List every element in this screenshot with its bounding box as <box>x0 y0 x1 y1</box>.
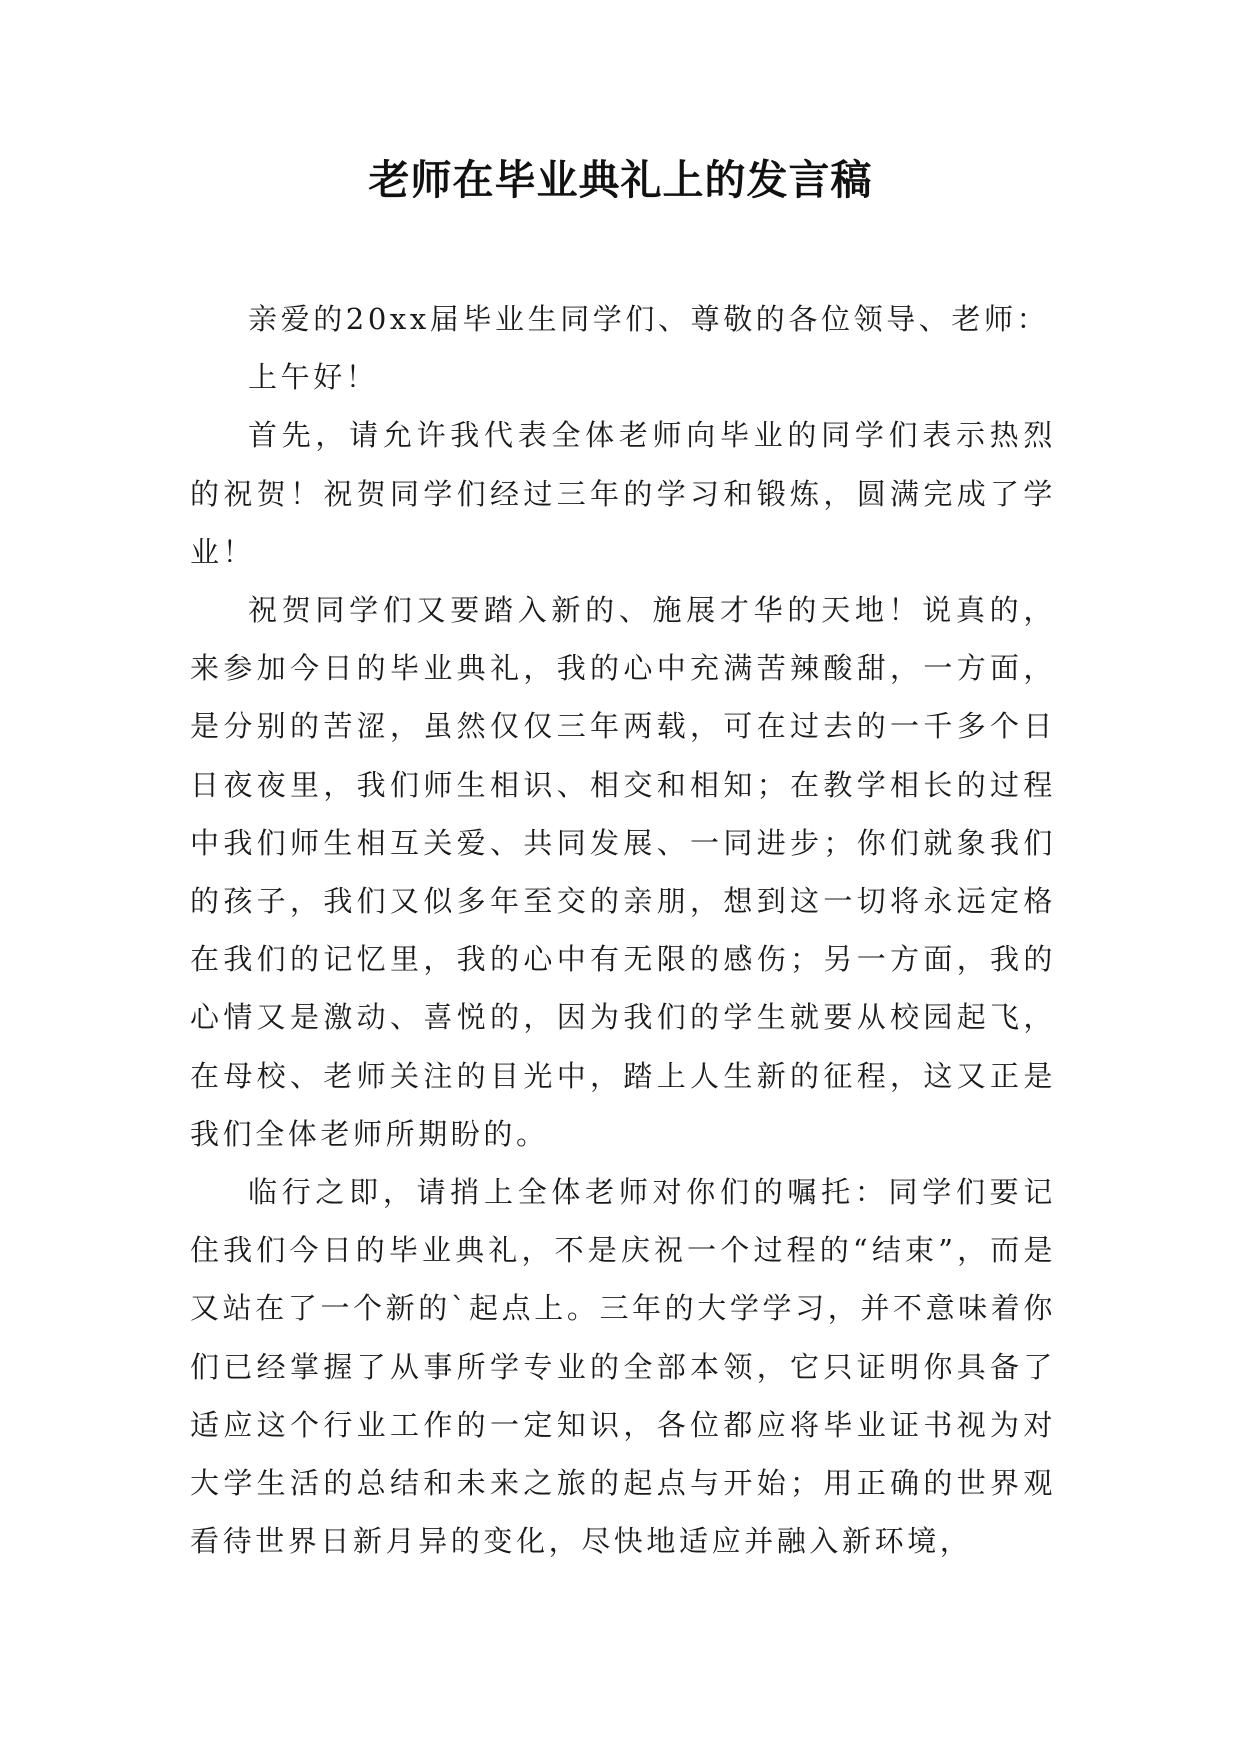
paragraph-salutation: 亲爱的20xx届毕业生同学们、尊敬的各位领导、老师： <box>248 302 1050 336</box>
document-title: 老师在毕业典礼上的发言稿 <box>368 156 873 204</box>
paragraph-greeting: 上午好！ <box>248 360 379 395</box>
document-body <box>190 290 1056 1570</box>
paragraph-congratulations: 首先，请允许我代表全体老师向毕业的同学们表示热烈的祝贺！祝贺同学们经过三年的学习和锻炼，圆满完成了学业！ <box>190 418 1056 569</box>
paragraph-advice: 临行之即，请捎上全体老师对你们的嘱托：同学们要记住我们今日的毕业典礼，不是庆祝一个过程的“结束”，而是又站在了一个新的`起点上。三年的大学学习，并不意味着你们已经掌握了从事所学专业的全部本领，它只证明你具备了适应这个行业工作的一定知识，各位都应将毕业证书视为对大学生活的总结和未来之旅的起点与开始；用正确的世界观看待世界日新月异的变化，尽快地适应并融入新环境， <box>190 1175 1056 1559</box>
paragraph-feelings: 祝贺同学们又要踏入新的、施展才华的天地！说真的，来参加今日的毕业典礼，我的心中充满苦辣酸甜，一方面，是分别的苦涩，虽然仅仅三年两载，可在过去的一千多个日日夜夜里，我们师生相识、相交和相知；在教学相长的过程中我们师生相互关爱、共同发展、一同进步；你们就象我们的孩子，我们又似多年至交的亲朋，想到这一切将永远定格在我们的记忆里，我的心中有无限的感伤；另一方面，我的心情又是激动、喜悦的，因为我们的学生就要从校园起飞，在母校、老师关注的目光中，踏上人生新的征程，这又正是我们全体老师所期盼的。 <box>190 593 1056 1151</box>
